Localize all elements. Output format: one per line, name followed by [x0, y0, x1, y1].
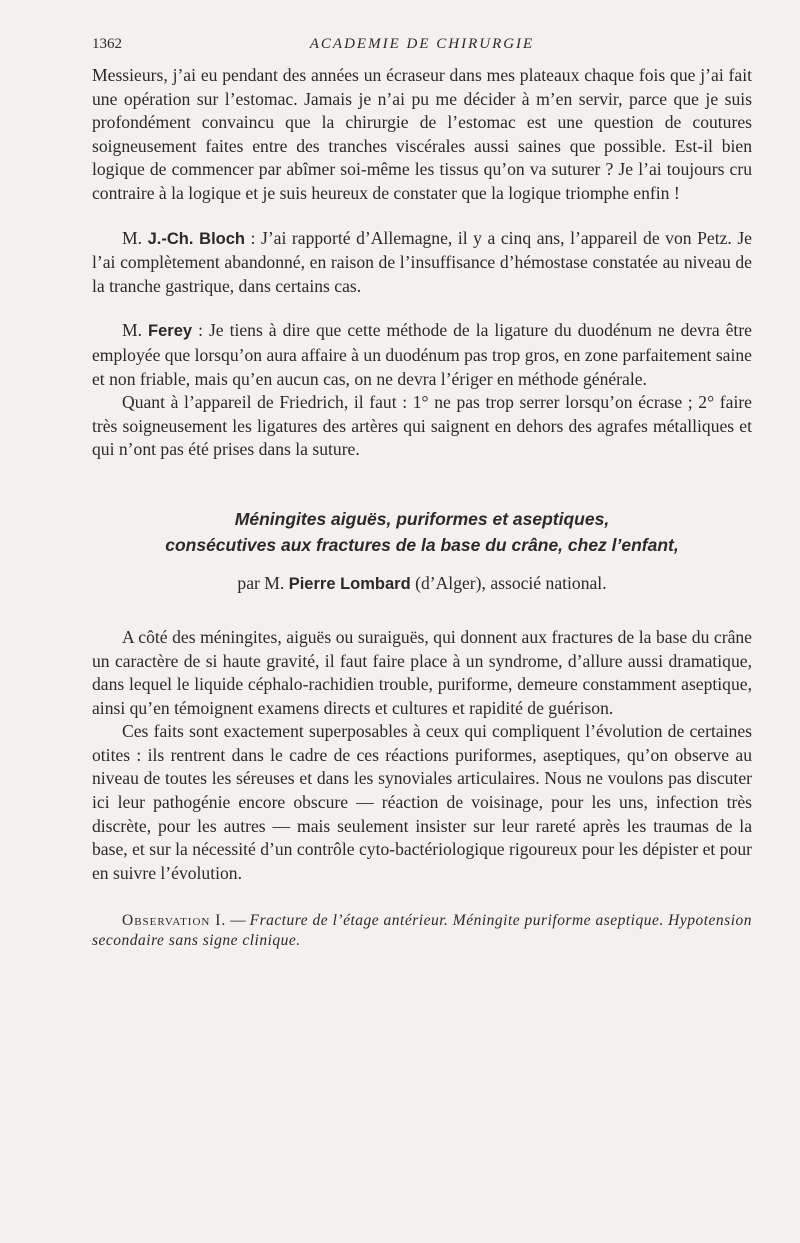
bloch-remark: M. J.-Ch. Bloch : J’ai rapporté d’Allemagne, il y a cinq ans, l’appareil de von Petz. Je l’ai complètement abandonné, en raison de l’insuffisance d’hémostase constatée au niveau de la tranche gastrique, dans certains cas.	[92, 227, 752, 296]
paragraph-escraseur: Messieurs, j’ai eu pendant des années un écraseur dans mes plateaux chaque fois que j’ai fait une opération sur l’estomac. Jamais je n’ai pu me décider à m’en servir, parce que je suis profondément convaincu que la chirurgie de l’estomac est une question de coutures soigneusement faites entre des tranches viscérales aussi saines que possible. Est-il bien logique de commencer par abîmer soi-même les tissus qu’on va suturer ? Je l’ai toujours cru contraire à la logique et je suis heureux de constater que la logique triomphe enfin !	[92, 65, 752, 203]
article-paragraph-2: Ces faits sont exactement superposables à ceux qui compliquent l’évolution de certaines otites : ils rentrent dans le cadre de ces réactions puriformes, aseptiques, qu’on observe au niveau de toutes les séreuses et dans les synoviales articulaires. Nous ne voulons pas discuter ici leur pathogénie encore obscure — réaction de voisinage, pour les uns, infection très discrète, pour les autres — mais seulement insister sur leur rareté après les traumas de la base, et sur la nécessité d’un contrôle cyto-bactériologique rigoureux pour les dépister et pour en suivre l’évolution.	[92, 721, 752, 883]
article-byline: par M. Pierre Lombard (d’Alger), associé national.	[237, 572, 607, 593]
article-title: Méningites aiguës, puriformes et aseptiques, consécutives aux fractures de la base du crâne, chez l’enfant,	[165, 508, 679, 555]
author-name: Pierre Lombard	[288, 574, 411, 593]
ferey-remark: M. Ferey : Je tiens à dire que cette méthode de la ligature du duodénum ne devra être employée que lorsqu’on aura affaire à un duodénum pas trop gros, en zone parfaitement saine et non friable, mais qu’en aucun cas, on ne devra l’ériger en méthode générale.	[92, 320, 752, 389]
observation-heading: Observation I. — Fracture de l’étage antérieur. Méningite puriforme aseptique. Hypotension secondaire sans signe clinique.	[92, 912, 752, 950]
article-paragraph-1: A côté des méningites, aiguës ou suraiguës, qui donnent aux fractures de la base du crâne un caractère de si haute gravité, il faut faire place à un syndrome, d’allure aussi dramatique, dans lequel le liquide céphalo-rachidien trouble, puriforme, demeure constamment aseptique, ainsi qu’en témoignent examens directs et cultures et rapidité de guérison.	[92, 626, 752, 718]
page-number: 1362	[92, 36, 122, 52]
page	[92, 36, 752, 951]
running-head: ACADEMIE DE CHIRURGIE	[309, 36, 535, 52]
observation-label: Observation I.	[122, 912, 227, 930]
ferey-continuation: Quant à l’appareil de Friedrich, il faut : 1° ne pas trop serrer lorsqu’on écrase ; 2° faire très soigneusement les ligatures des artères qui saignent en dehors des agrafes métalliques et qui n’ont pas été prises dans la suture.	[92, 392, 752, 460]
page-header	[92, 36, 752, 64]
speaker-name: Ferey	[148, 322, 193, 341]
observation-title: Fracture de l’étage antérieur. Méningite puriforme aseptique. Hypotension secondaire sans signe clinique.	[92, 912, 752, 950]
speaker-name: J.-Ch. Bloch	[147, 229, 245, 248]
